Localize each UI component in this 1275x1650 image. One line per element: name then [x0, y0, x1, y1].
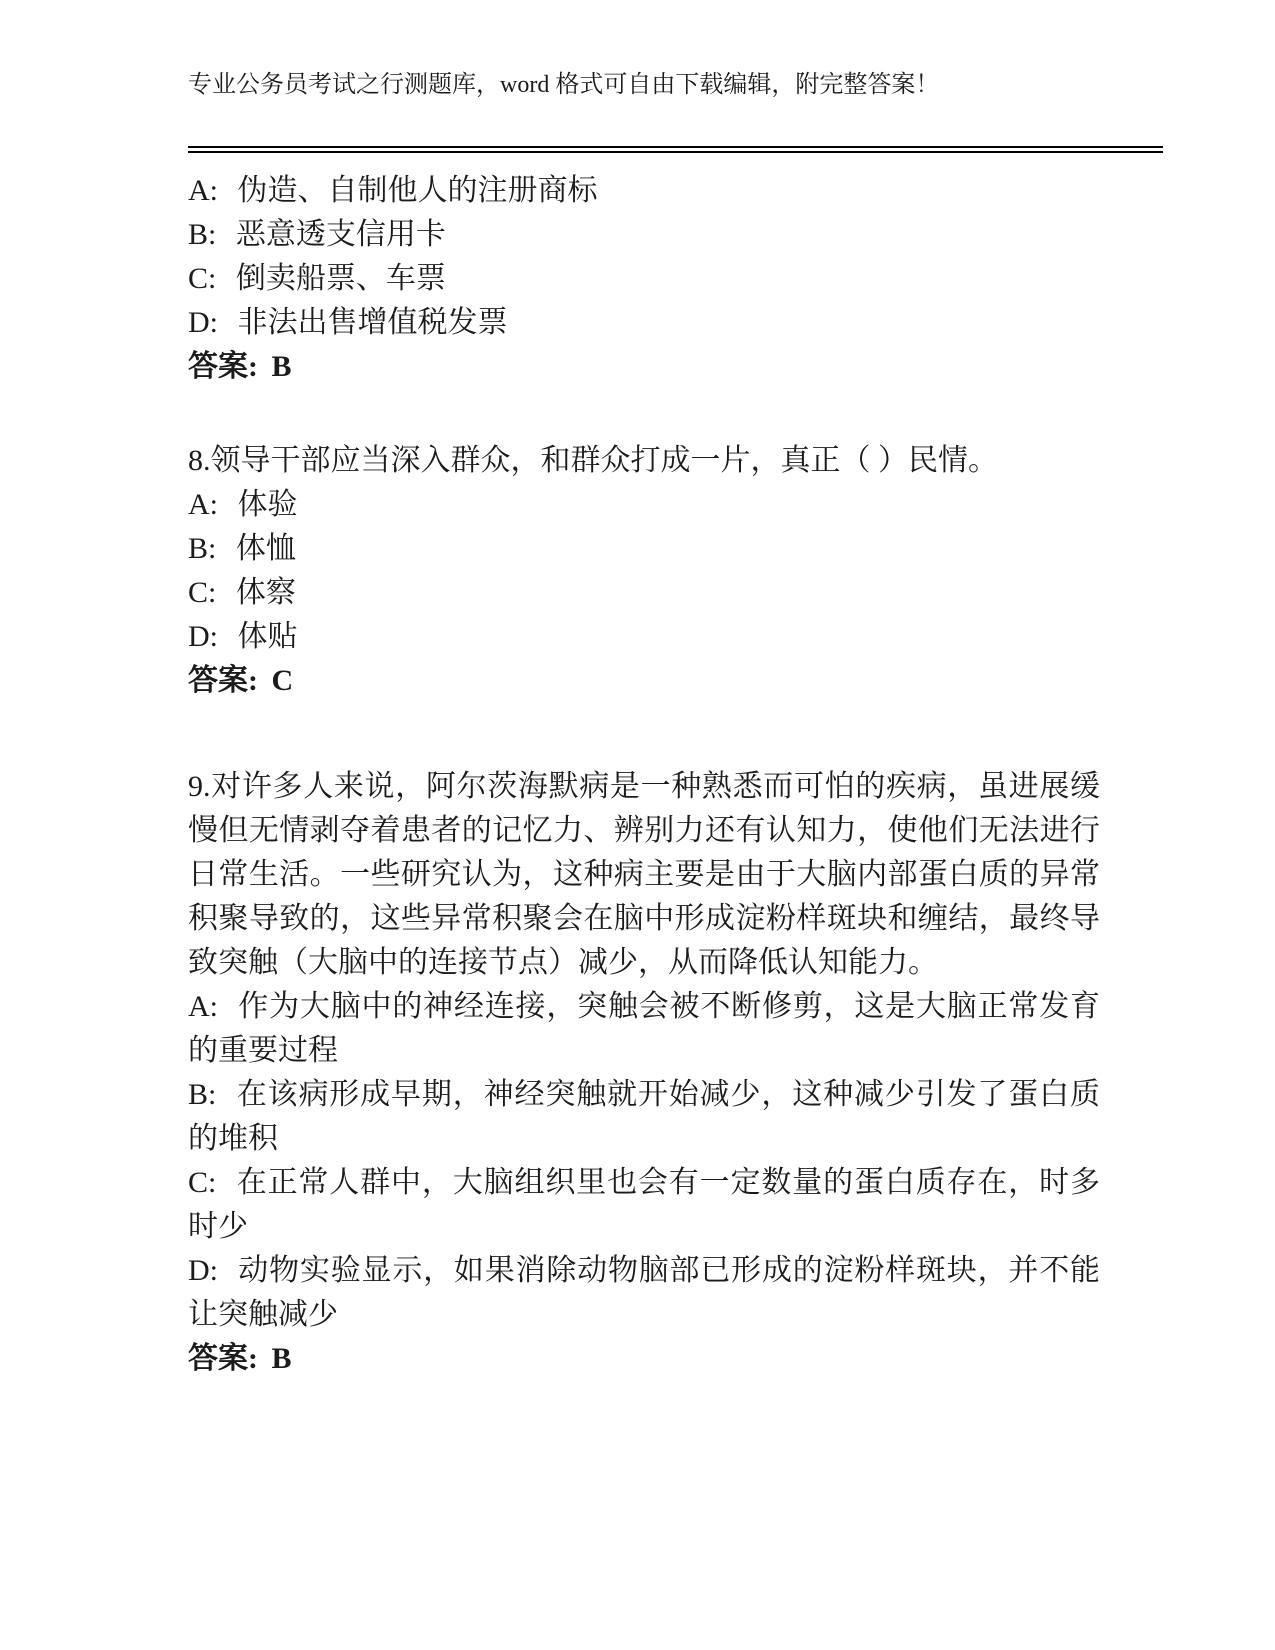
header-title: 专业公务员考试之行测题库，word 格式可自由下载编辑，附完整答案！: [188, 72, 940, 98]
option-text: 在该病形成早期，神经突触就开始减少，这种减少引发了蛋白质的堆积: [188, 1078, 1100, 1155]
answer-value: B: [271, 1342, 292, 1375]
option-line: [188, 571, 1100, 615]
answer-line: [188, 659, 1100, 703]
option-text: 作为大脑中的神经连接，突触会被不断修剪，这是大脑正常发育的重要过程: [188, 990, 1100, 1067]
answer-label: 答案:: [188, 664, 258, 697]
option-label: C:: [188, 576, 217, 609]
answer-label: 答案:: [188, 350, 258, 383]
answer-label: 答案:: [188, 1342, 258, 1375]
answer-value: B: [271, 350, 292, 383]
option-text: 动物实验显示，如果消除动物脑部已形成的淀粉样斑块，并不能让突触减少: [188, 1254, 1100, 1331]
option-text: 非法出售增值税发票: [237, 306, 508, 339]
option-text: 体贴: [237, 620, 298, 653]
option-line: [188, 483, 1100, 527]
option-line: [188, 985, 1100, 1073]
question-title: 9.对许多人来说，阿尔茨海默病是一种熟悉而可怕的疾病，虽进展缓慢但无情剥夺着患者的记忆力、辨别力还有认知力，使他们无法进行日常生活。一些研究认为，这种病主要是由于大脑内部蛋白质的异常积聚导致的，这些异常积聚会在脑中形成淀粉样斑块和缠结，最终导致突触（大脑中的连接节点）减少，从而降低认知能力。: [188, 770, 1100, 979]
option-text: 恶意透支信用卡: [235, 218, 446, 251]
option-label: C:: [188, 1166, 217, 1199]
question-title: 8.领导干部应当深入群众，和群众打成一片，真正（ ）民情。: [188, 444, 998, 477]
option-text: 在正常人群中，大脑组织里也会有一定数量的蛋白质存在，时多时少: [188, 1166, 1100, 1243]
option-line: [188, 1249, 1100, 1337]
answer-line: [188, 1337, 1100, 1381]
option-text: 倒卖船票、车票: [235, 262, 446, 295]
answer-line: [188, 345, 1100, 389]
option-line: [188, 257, 1100, 301]
question-block: [188, 439, 1100, 703]
option-line: [188, 213, 1100, 257]
option-label: B:: [188, 532, 217, 565]
option-label: D:: [188, 1254, 218, 1287]
header-divider: [188, 146, 1163, 153]
option-line: [188, 301, 1100, 345]
option-label: D:: [188, 306, 218, 339]
page-header: [188, 70, 1100, 153]
option-text: 体恤: [235, 532, 296, 565]
option-label: A:: [188, 488, 218, 521]
question-block: [188, 169, 1100, 389]
option-label: A:: [188, 174, 218, 207]
option-label: A:: [188, 990, 218, 1023]
option-line: [188, 527, 1100, 571]
option-line: [188, 1161, 1100, 1249]
document-content: [188, 169, 1100, 1381]
option-line: [188, 615, 1100, 659]
option-text: 伪造、自制他人的注册商标: [237, 174, 598, 207]
option-text: 体察: [235, 576, 296, 609]
question-block: [188, 765, 1100, 1381]
option-label: C:: [188, 262, 217, 295]
option-line: [188, 1073, 1100, 1161]
option-label: B:: [188, 218, 217, 251]
option-label: D:: [188, 620, 218, 653]
option-label: B:: [188, 1078, 217, 1111]
answer-value: C: [271, 664, 294, 697]
option-text: 体验: [237, 488, 298, 521]
option-line: [188, 169, 1100, 213]
